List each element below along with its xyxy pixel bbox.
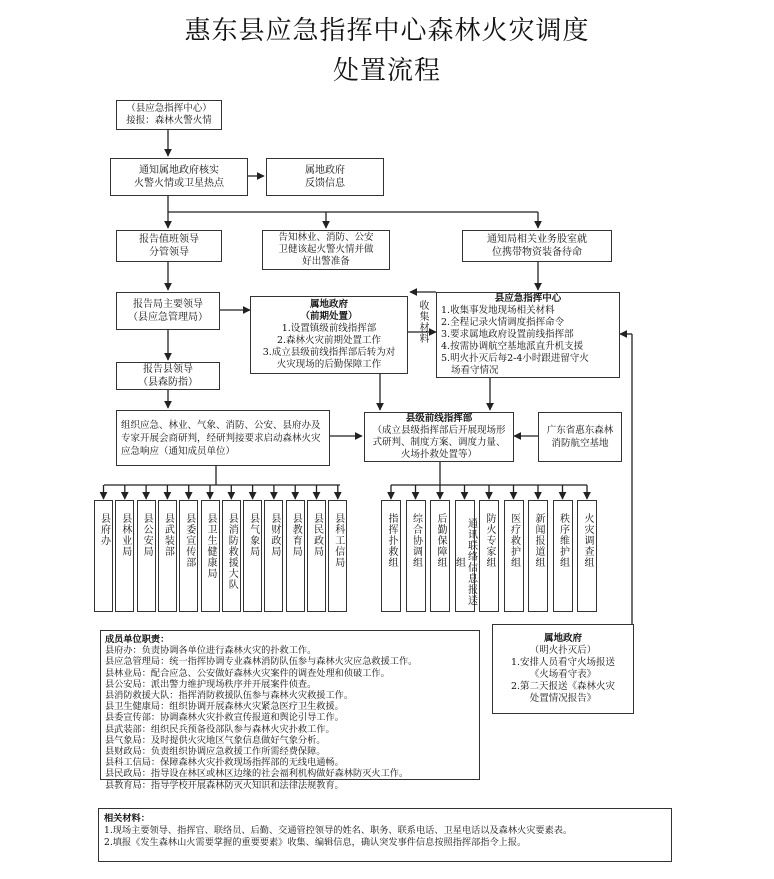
receive-alert-box <box>116 100 222 130</box>
working-group-box: 防火专家组 <box>479 500 499 612</box>
local-gov-initial-item: 1.设置镇级前线指挥部 <box>281 323 377 334</box>
command-center-item: 场看守情况 <box>451 365 499 376</box>
receive-line1: （县应急指挥中心） <box>126 103 212 114</box>
member-unit-box: 县林业局 <box>115 500 134 612</box>
notify-verify-line1: 通知属地政府核实 <box>139 165 219 176</box>
inform-units-box <box>262 230 390 270</box>
materials-line: 1.现场主要领导、指挥官、联络员、后勤、交通管控领导的姓名、职务、联系电话、卫星电话以及森林火灾要素表。 <box>104 825 573 836</box>
report-main-line2: （县应急管理局） <box>128 312 208 323</box>
collect-materials-label: 收集材料 <box>417 300 428 344</box>
front-hq-box <box>364 412 514 462</box>
organize-box <box>116 410 330 466</box>
local-gov-initial-subtitle: （前期处置） <box>300 311 358 322</box>
member-duties-box <box>100 630 480 791</box>
local-gov-after-subtitle: （明火扑灭后） <box>529 645 597 656</box>
feedback-box <box>266 158 384 196</box>
organize-text: 组织应急、林业、气象、消防、公安、县府办及专家开展会商研判，经研判接要求启动森林火灾应急响应（通知成员单位） <box>121 419 321 457</box>
report-county-line2: （县森防指） <box>138 377 198 388</box>
notify-verify-box <box>110 158 248 196</box>
duty-line: 县委宣传部：协调森林火灾扑救宣传报道和舆论引导工作。 <box>105 712 344 724</box>
local-gov-after-box <box>492 624 634 714</box>
working-group-box: 通讯联络信息报送组 <box>455 500 475 612</box>
local-gov-after-title: 属地政府 <box>543 633 582 644</box>
member-unit-box: 县武装部 <box>158 500 177 612</box>
report-county-box <box>116 362 220 390</box>
page-subtitle: 处置流程 <box>332 56 441 86</box>
notify-depts-line1: 通知局相关业务股室就 <box>487 234 587 245</box>
inform-units-line2: 卫健该起火警火情并做 <box>278 244 374 255</box>
command-center-title: 县应急指挥中心 <box>494 293 562 304</box>
member-unit-box: 县民政局 <box>307 500 326 612</box>
duties-title: 成员单位职责： <box>105 634 170 645</box>
working-group-box: 指挥扑救组 <box>381 500 401 612</box>
command-center-item: 2.全程记录火情调度指挥命令 <box>441 317 565 328</box>
duty-line: 县财政局：负责组织协调应急救援工作所需经费保障。 <box>105 746 326 758</box>
duty-line: 县卫生健康局：组织协调开展森林火灾紧急医疗卫生救援。 <box>105 701 344 713</box>
related-materials-box <box>98 808 672 862</box>
report-duty-line1: 报告值班领导 <box>139 234 199 245</box>
local-gov-initial-item: 2.森林火灾前期处置工作 <box>276 335 382 346</box>
report-duty-box <box>116 230 222 262</box>
member-unit-box: 县府办 <box>94 500 113 612</box>
working-group-box: 火灾调查组 <box>577 500 597 612</box>
duty-line: 县民政局：指导设在林区或林区边缘的社会福利机构做好森林防灭火工作。 <box>105 768 409 780</box>
feedback-line1: 属地政府 <box>305 165 345 176</box>
member-unit-box: 县卫生健康局 <box>201 500 220 612</box>
command-center-item: 5.明火扑灭后每2-4小时跟进留守火 <box>441 353 589 364</box>
local-gov-initial-title: 属地政府 <box>309 299 348 310</box>
duty-line: 县林业局：配合应急、公安做好森林火灾案件的调查处理和侦破工作。 <box>105 667 390 679</box>
report-main-line1: 报告局主要领导 <box>133 299 203 310</box>
notify-depts-box <box>462 230 612 262</box>
working-group-box: 后勤保障组 <box>430 500 450 612</box>
member-unit-box: 县公安局 <box>137 500 156 612</box>
duty-line: 县府办：负责协调各单位进行森林火灾的扑救工作。 <box>105 645 317 657</box>
duty-line: 县消防救援大队：指挥消防救援队伍参与森林火灾救援工作。 <box>105 690 354 702</box>
inform-units-line3: 好出警准备 <box>302 256 350 267</box>
local-gov-after-item: 《火场看守表》 <box>529 669 597 680</box>
duty-line: 县科工信局：保障森林火灾扑救现场指挥部的无线电通畅。 <box>105 757 344 769</box>
local-gov-initial-item: 火灾现场的后勤保障工作 <box>276 359 382 370</box>
duty-line: 县教育局：指导学校开展森林防灭火知识和法律法规教育。 <box>105 779 344 791</box>
local-gov-initial-item: 3.成立县级前线指挥部后转为对 <box>262 347 396 358</box>
duty-line: 县武装部：组织民兵预备役部队参与森林火灾扑救工作。 <box>105 723 335 735</box>
member-unit-box: 县消防救援大队 <box>222 500 241 612</box>
report-county-line1: 报告县领导 <box>143 364 193 375</box>
receive-line2: 接报：森林火警火情 <box>126 115 212 126</box>
duty-line: 县公安局：派出警力维护现场秩序并开展案件侦查。 <box>105 678 317 690</box>
working-group-box: 综合协调组 <box>406 500 426 612</box>
local-gov-after-item: 1.安排人员看守火场报送 <box>510 657 616 668</box>
page-title: 惠东县应急指挥中心森林火灾调度 <box>184 16 590 46</box>
local-gov-after-item: 处置情况报告》 <box>529 693 597 704</box>
front-hq-body: （成立县级指挥部后开展现场形式研判、制度方案、调度力量、火场扑救处置等） <box>372 425 506 460</box>
command-center-item: 1.收集事发地现场相关材料 <box>441 305 555 316</box>
member-unit-box: 县科工信局 <box>328 500 347 612</box>
report-main-box <box>116 292 220 330</box>
front-hq-title: 县级前线指挥部 <box>405 413 473 424</box>
member-unit-box: 县财政局 <box>264 500 283 612</box>
feedback-line2: 反馈信息 <box>305 178 345 189</box>
working-group-box: 医疗救护组 <box>504 500 524 612</box>
materials-line: 2.填报《发生森林山火需要掌握的重要要素》收集、编辑信息，确认突发事件信息按照指挥部指令上报。 <box>104 837 527 848</box>
notify-depts-line2: 位携带物资装备待命 <box>492 247 582 258</box>
inform-units-line1: 告知林业、消防、公安 <box>278 232 374 243</box>
report-duty-line2: 分管领导 <box>149 247 189 258</box>
command-center-item: 3.要求属地政府设置前线指挥部 <box>441 329 574 340</box>
working-group-box: 新闻报道组 <box>528 500 548 612</box>
duty-line: 县气象局：及时提供火灾地区气象信息做好气象分析。 <box>105 734 326 746</box>
working-group-box: 秩序维护组 <box>553 500 573 612</box>
notify-verify-line2: 火警火情或卫星热点 <box>134 178 224 189</box>
command-center-box <box>436 292 620 378</box>
command-center-item: 4.按需协调航空基地派直升机支援 <box>441 341 584 352</box>
member-unit-box: 县教育局 <box>286 500 305 612</box>
local-gov-after-item: 2.第二天报送《森林火灾 <box>510 681 616 692</box>
materials-title: 相关材料： <box>104 813 150 824</box>
local-gov-initial-box <box>250 296 408 374</box>
aviation-base-box <box>538 412 622 462</box>
duty-line: 县应急管理局：统一指挥协调专业森林消防队伍参与森林火灾应急救援工作。 <box>105 656 418 668</box>
aviation-base-text: 广东省惠东森林消防航空基地 <box>546 425 614 449</box>
member-unit-box: 县委宣传部 <box>179 500 198 612</box>
member-unit-box: 县气象局 <box>243 500 262 612</box>
